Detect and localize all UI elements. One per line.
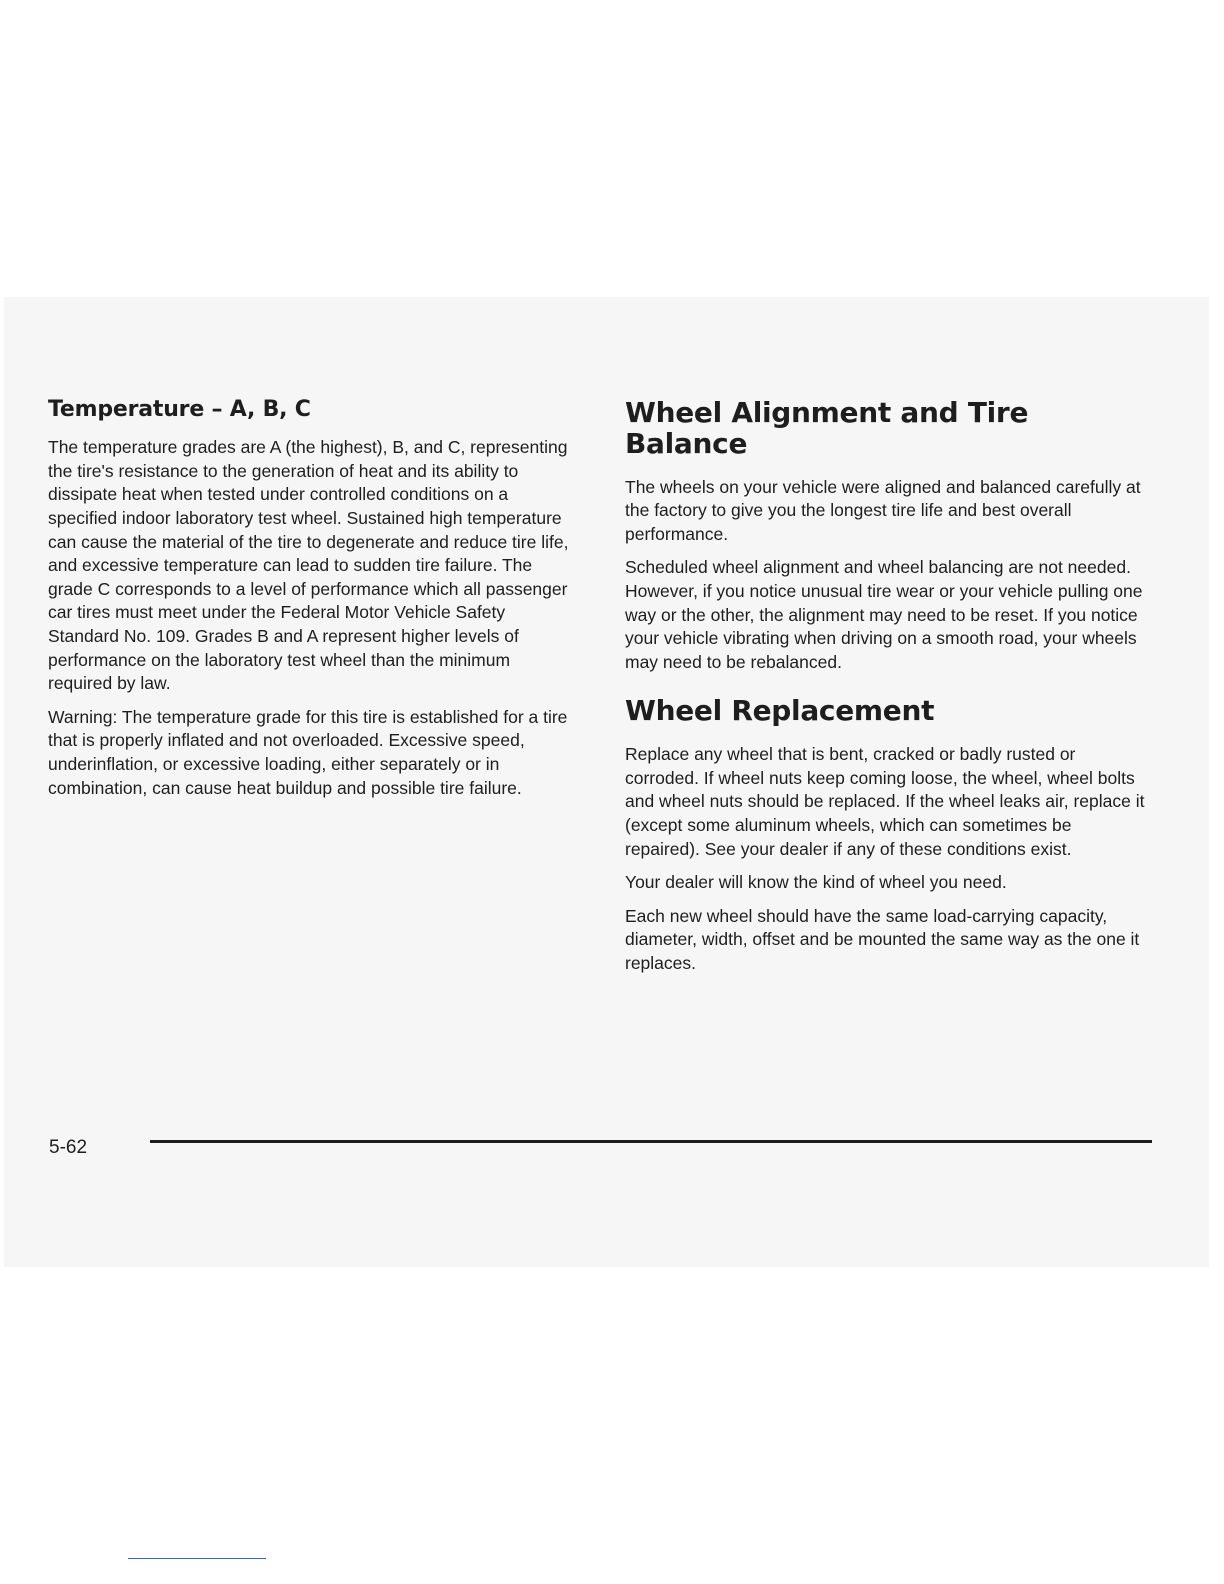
right-column [625,398,1150,985]
wheel-replacement-heading: Wheel Replacement [625,694,935,728]
temperature-heading: Temperature – A, B, C [48,397,311,422]
footer-rule [150,1140,1152,1143]
temperature-warning-paragraph: Warning: The temperature grade for this tire is established for a tire that is properly inflated and not overloaded. Excessive speed, underinflation, or excessive loading, either separately or in combination, can cause heat buildup and possible tire failure. [48,706,568,798]
wheel-alignment-paragraph: Scheduled wheel alignment and wheel balancing are not needed. However, if you notice unusual tire wear or your vehicle pulling one way or the other, the alignment may need to be reset. If you notice your vehicle vibrating when driving on a smooth road, your wheels may need to be rebalanced. [625,557,1143,672]
wheel-alignment-heading: Wheel Alignment and Tire Balance [625,396,1029,460]
temperature-paragraph: The temperature grades are A (the highest), B, and C, representing the tire's resistance to the generation of heat and its ability to dissipate heat when tested under controlled conditions on a specified indoor laboratory test wheel. Sustained high temperature can cause the material of the tire to degenerate and reduce tire life, and excessive temperature can lead to sudden tire failure. The grade C corresponds to a level of performance which all passenger car tires must meet under the Federal Motor Vehicle Safety Standard No. 109. Grades B and A represent higher levels of performance on the laboratory test wheel than the minimum required by law. [48,437,569,694]
link-underline [128,1558,266,1559]
wheel-alignment-paragraph: The wheels on your vehicle were aligned and balanced carefully at the factory to give you the longest tire life and best overall performance. [625,476,1141,544]
wheel-replacement-paragraph: Each new wheel should have the same load-carrying capacity, diameter, width, offset and be mounted the same way as the one it replaces. [625,905,1140,973]
wheel-replacement-paragraph: Replace any wheel that is bent, cracked or badly rusted or corroded. If wheel nuts keep coming loose, the wheel, wheel bolts and wheel nuts should be replaced. If the wheel leaks air, replace it (except some aluminum wheels, which can sometimes be repaired). See your dealer if any of these conditions exist. [625,744,1145,859]
page-number: 5-62 [49,1137,88,1158]
left-column [48,398,578,810]
wheel-replacement-paragraph: Your dealer will know the kind of wheel you need. [625,872,1007,893]
